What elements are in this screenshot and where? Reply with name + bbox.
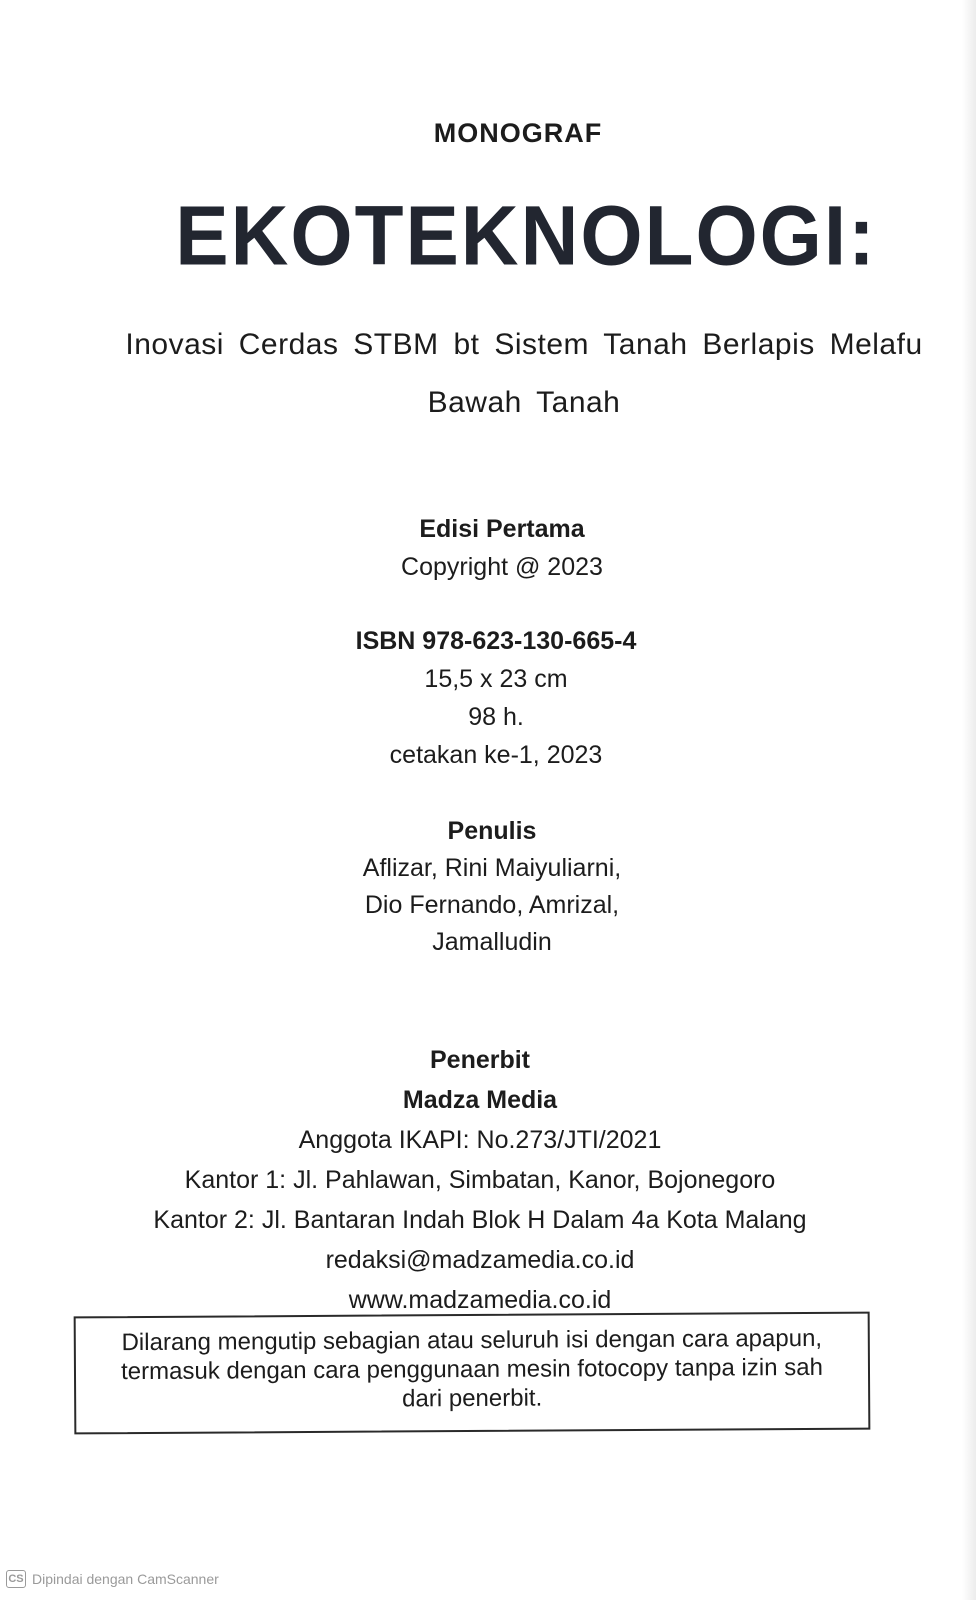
copyright-notice-box xyxy=(74,1312,871,1435)
book-title: EKOTEKNOLOGI: xyxy=(175,188,877,283)
authors-block xyxy=(4,813,976,961)
notice-line-2: termasuk dengan cara penggunaan mesin fotocopy tanpa izin sah xyxy=(120,1353,823,1386)
authors-label: Penulis xyxy=(447,817,537,845)
office-2-address: Kantor 2: Jl. Bantaran Indah Blok H Dalam 4a Kota Malang xyxy=(153,1206,807,1234)
isbn-text: ISBN 978-623-130-665-4 xyxy=(355,627,637,655)
authors-line-3: Jamalludin xyxy=(432,928,552,956)
printing-info: cetakan ke-1, 2023 xyxy=(389,741,603,769)
publisher-website: www.madzamedia.co.id xyxy=(348,1286,612,1314)
book-size: 15,5 x 23 cm xyxy=(424,665,568,693)
publisher-label: Penerbit xyxy=(429,1046,531,1074)
edition-block xyxy=(14,510,976,586)
notice-line-3: dari penerbit. xyxy=(402,1384,543,1413)
publisher-block xyxy=(0,1040,968,1320)
authors-line-1: Aflizar, Rini Maiyuliarni, xyxy=(362,854,622,882)
notice-line-1: Dilarang mengutip sebagian atau seluruh isi dengan cara apapun, xyxy=(121,1324,823,1357)
publisher-name: Madza Media xyxy=(402,1086,558,1114)
authors-line-2: Dio Fernando, Amrizal, xyxy=(364,891,620,919)
office-1-address: Kantor 1: Jl. Pahlawan, Simbatan, Kanor, Bojonegoro xyxy=(184,1166,776,1194)
camscanner-icon: CS xyxy=(6,1570,26,1588)
publisher-email: redaksi@madzamedia.co.id xyxy=(325,1246,635,1274)
book-subtitle xyxy=(36,316,976,432)
scanner-watermark xyxy=(6,1570,219,1588)
book-info-block xyxy=(8,622,976,774)
scanner-label: Dipindai dengan CamScanner xyxy=(32,1571,219,1587)
copyright-text: Copyright @ 2023 xyxy=(401,553,603,581)
page-count: 98 h. xyxy=(468,703,524,731)
subtitle-line-1: Inovasi Cerdas STBM bt Sistem Tanah Berlapis Melafu xyxy=(125,328,923,361)
series-label: MONOGRAF xyxy=(433,118,603,148)
ikapi-membership: Anggota IKAPI: No.273/JTI/2021 xyxy=(298,1126,662,1154)
edition-label: Edisi Pertama xyxy=(419,515,585,543)
subtitle-line-2: Bawah Tanah xyxy=(427,386,621,419)
